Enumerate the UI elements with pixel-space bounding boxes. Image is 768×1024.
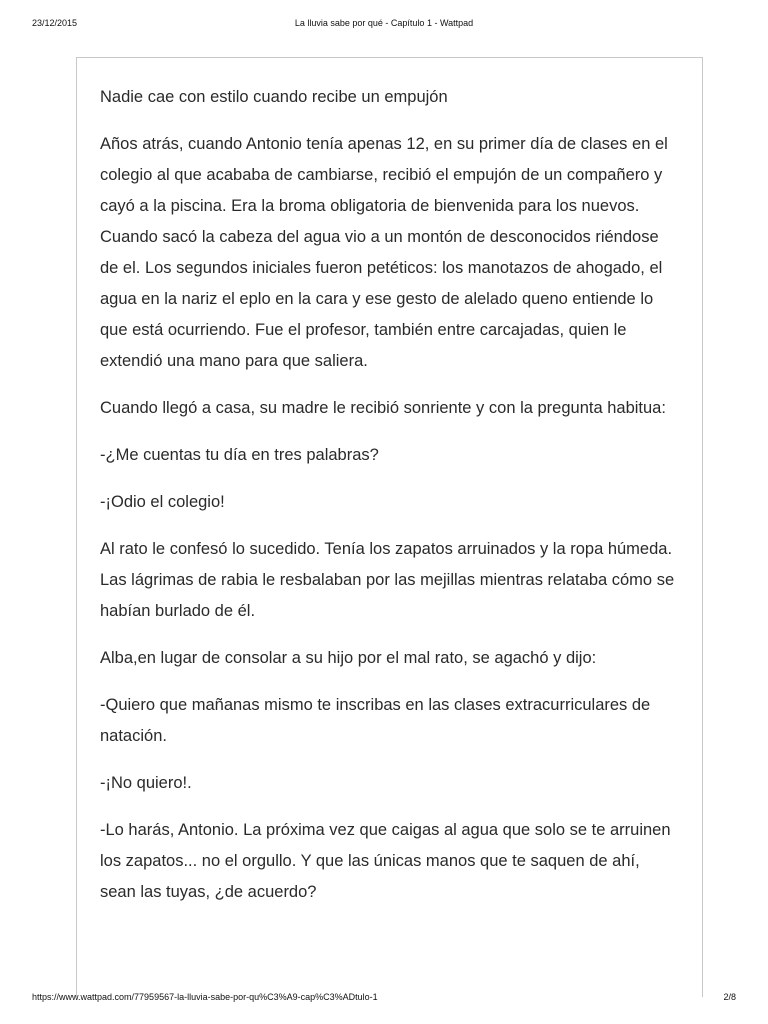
- story-paragraph: -Quiero que mañanas mismo te inscribas en las clases extracurriculares de natación.: [100, 696, 651, 745]
- page-title: La lluvia sabe por qué - Capítulo 1 - Wattpad: [294, 18, 474, 28]
- story-paragraph: Alba,en lugar de consolar a su hijo por el mal rato, se agachó y dijo:: [100, 649, 597, 667]
- story-paragraph: -Lo harás, Antonio. La próxima vez que caigas al agua que solo se te arruinen los zapatos... no el orgullo. Y que las únicas manos que te saquen de ahí, sean las tuyas, ¿de acuerdo?: [100, 821, 671, 901]
- story-body: [100, 82, 680, 924]
- story-paragraph: Al rato le confesó lo sucedido. Tenía los zapatos arruinados y la ropa húmeda. Las lágrimas de rabia le resbalaban por las mejillas mientras relataba cómo se habían burlado de él.: [100, 540, 675, 620]
- page-number: 2/8: [723, 992, 736, 1002]
- story-paragraph: Años atrás, cuando Antonio tenía apenas 12, en su primer día de clases en el colegio al que acababa de cambiarse, recibió el empujón de un compañero y cayó a la piscina. Era la broma obligatoria de bienvenida para los nuevos. Cuando sacó la cabeza del agua vio a un montón de desconocidos riéndose de el. Los segundos iniciales fueron petéticos: los manotazos de ahogado, el agua en la nariz el eplo en la cara y ese gesto de alelado queno entiende lo que está ocurriendo. Fue el profesor, también entre carcajadas, quien le extendió una mano para que saliera.: [100, 135, 668, 370]
- chapter-heading: Nadie cae con estilo cuando recibe un empujón: [100, 88, 448, 106]
- story-paragraph: Cuando llegó a casa, su madre le recibió sonriente y con la pregunta habitua:: [100, 399, 666, 417]
- print-date: 23/12/2015: [32, 18, 78, 28]
- story-paragraph: -¿Me cuentas tu día en tres palabras?: [100, 446, 379, 464]
- page-url: https://www.wattpad.com/77959567-la-lluvia-sabe-por-qu%C3%A9-cap%C3%ADtulo-1: [32, 992, 378, 1002]
- story-paragraph: -¡No quiero!.: [100, 774, 192, 792]
- print-footer: [32, 992, 736, 1006]
- print-header: [32, 18, 736, 32]
- story-paragraph: -¡Odio el colegio!: [100, 493, 225, 511]
